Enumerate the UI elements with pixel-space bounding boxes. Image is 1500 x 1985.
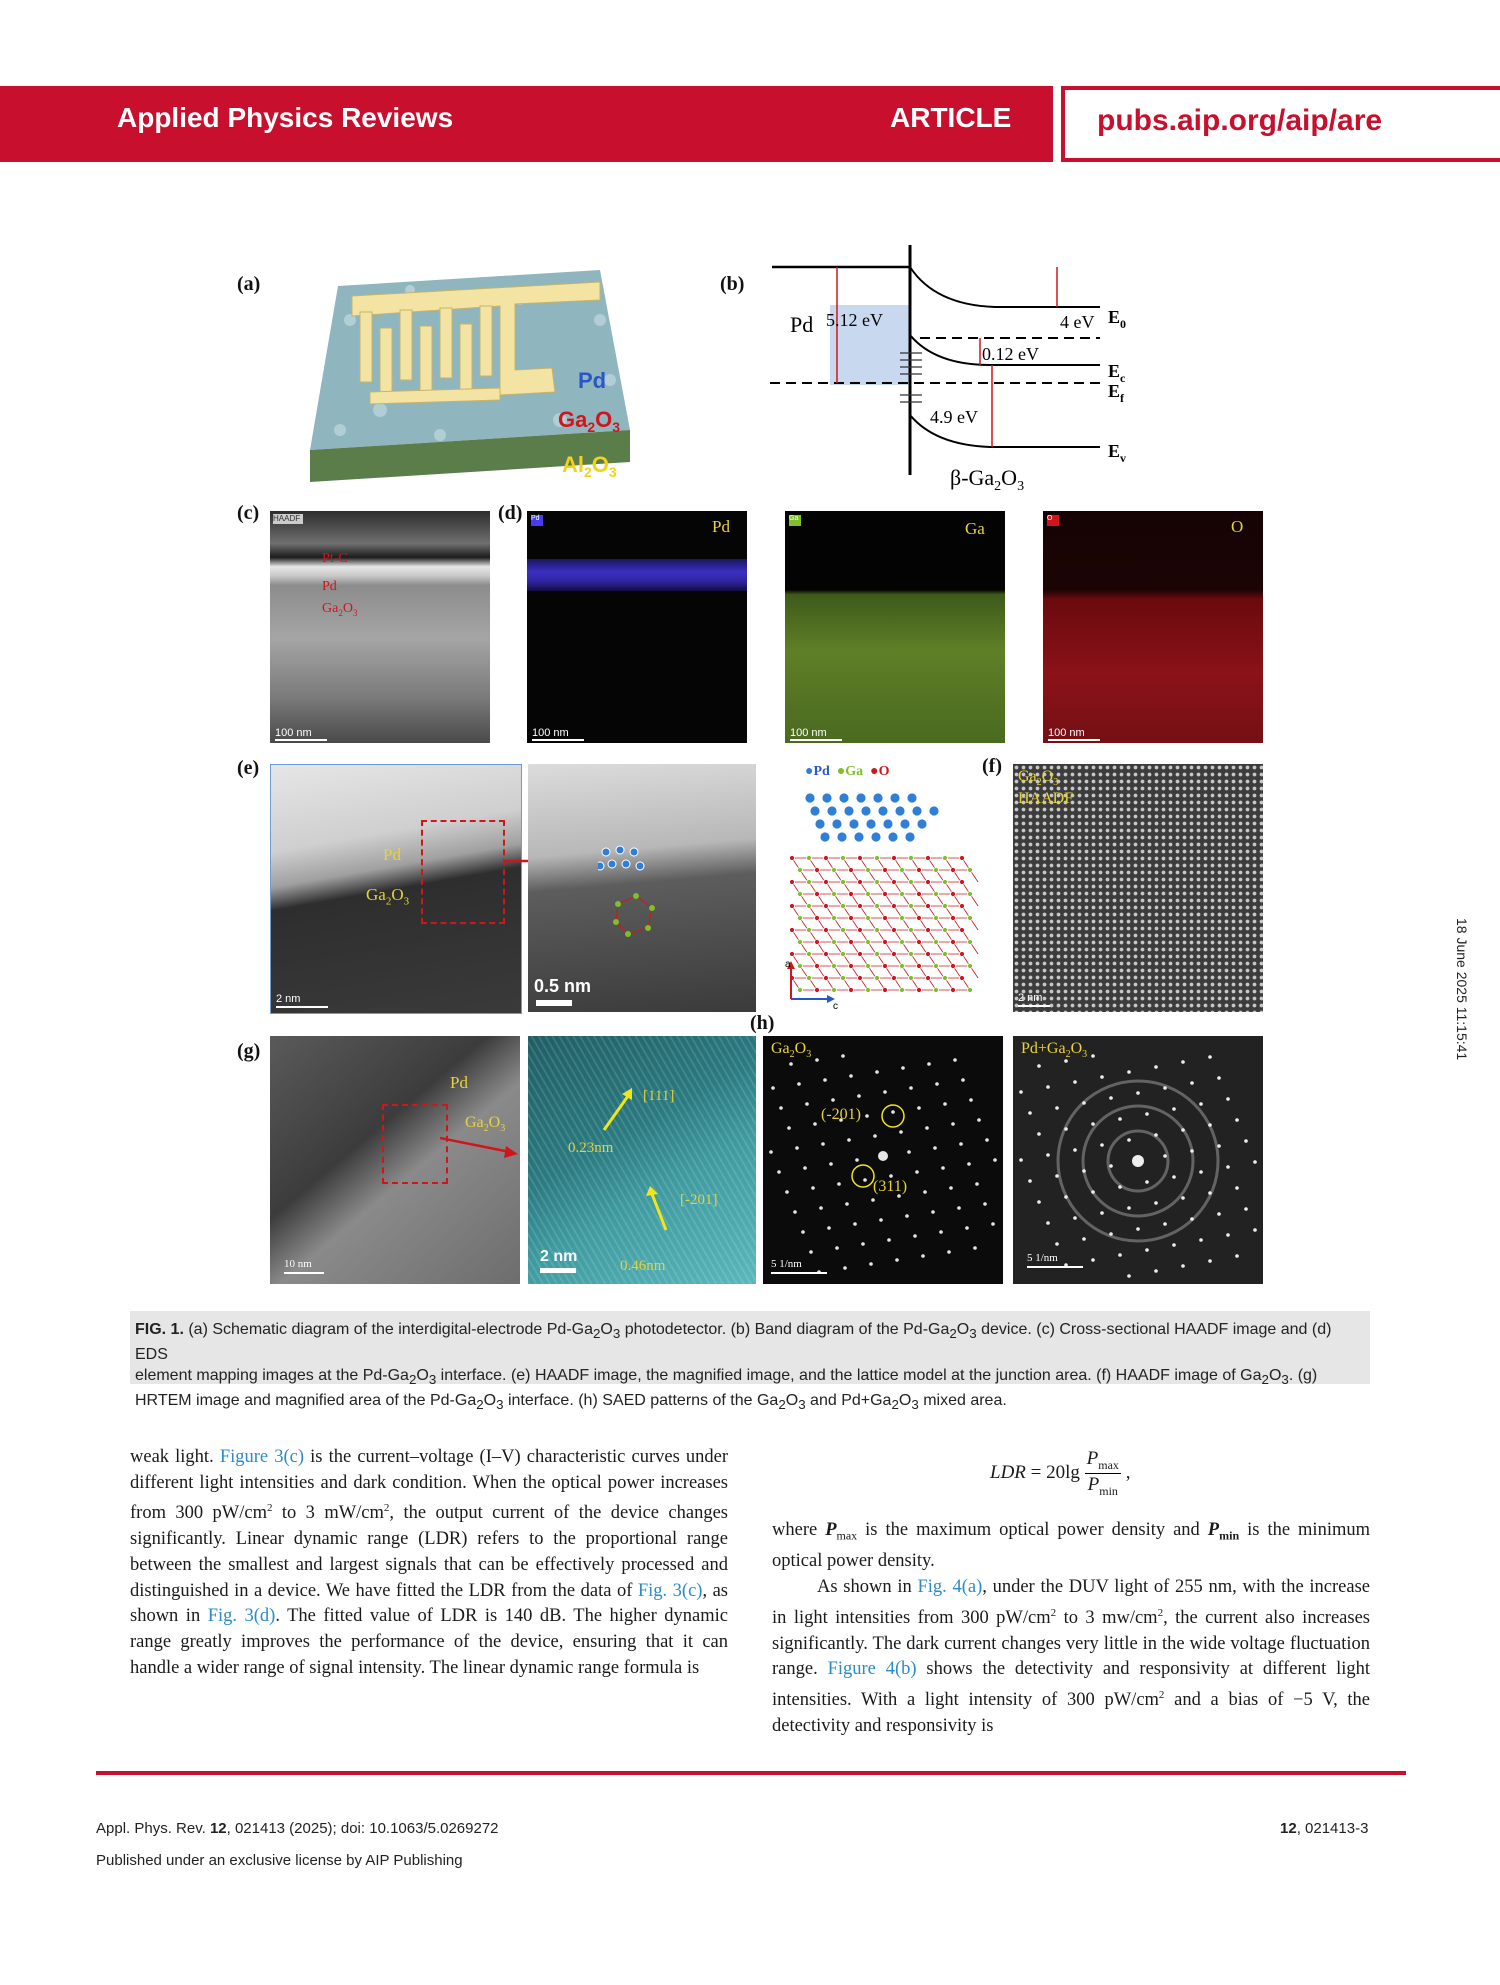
saed-pd-ga2o3: $Pd+Ga_2O_3$ 5 1/nm bbox=[1013, 1036, 1263, 1284]
lattice-legend: ●Pd ●Ga ●O bbox=[805, 764, 890, 779]
hrtem-magnified-image: [111] 0.23nm [-201] 0.46nm 2 nm bbox=[528, 1036, 756, 1284]
svg-text:Al2O3: $Al_2O_3$ bbox=[562, 452, 617, 480]
section-label: ARTICLE bbox=[890, 102, 1012, 133]
panel-label-c: (c) bbox=[237, 502, 260, 524]
figure-3c-link[interactable]: Figure 3(c) bbox=[219, 1447, 305, 1467]
haadf-ga2o3-image: $Ga_2O_3$ HAADF 2 nm bbox=[1013, 764, 1263, 1012]
svg-text:Ef: $E_f$ bbox=[1108, 381, 1125, 405]
schematic-pd-label: Pd bbox=[578, 368, 607, 393]
footer-citation: Appl. Phys. Rev. 12, 021413 (2025); doi: 10.1063/5.0269272 bbox=[96, 1820, 499, 1837]
eds-map-pd: Pd Pd 100 nm bbox=[527, 511, 747, 743]
download-timestamp: 18 June 2025 11:15:41 bbox=[1454, 918, 1470, 1061]
figure-caption: FIG. 1. (a) Schematic diagram of the interdigital-electrode $Pd-Ga_2O_3$ photodetector. (b) Band diagram of the $Pd-Ga_2O_3$ device. (c) Cross-sectional HAADF image and (d) EDS element mapping images at the $Pd-Ga_2O_3$ interface. (e) HAADF image, the magnified image, and the lattice model at the junction area. (f) HAADF image of $Ga_2O_3$. (g) HRTEM image and magnified area of the $Pd-Ga_2O_3$ interface. (h) SAED patterns of the $Ga_2O_3$ and $Pd+Ga_2O_3$ mixed area. bbox=[130, 1311, 1370, 1384]
eds-map-o: O O 100 nm bbox=[1043, 511, 1263, 743]
band-diagram bbox=[760, 245, 1140, 495]
zoom-region-box bbox=[421, 820, 505, 924]
ldr-equation: LDR = 20lg $P_{max}$ $P_{min}$ , bbox=[990, 1448, 1131, 1498]
fig-3d-link[interactable]: Fig. 3(d) bbox=[207, 1606, 276, 1627]
body-text-right: where $P_{max}$ is the maximum optical power density and $P_{min}$ is the minimum optical power density. As shown in Fig. 4(a), under the DUV light of 255 nm, with the increase in light intensities from 300 $pW/cm^2$ to 3 $mw/cm^2$, the current also increases significantly. The dark current changes very little in the wide voltage fluctuation range. Figure 4(b) shows the detectivity and responsivity at different light intensities. With a light intensity of 300 $pW/cm^2$ and a bias of −5 V, the detectivity and responsivity is bbox=[772, 1520, 1370, 1736]
svg-text:β-Ga2O3: $\beta-Ga_2O_3$ bbox=[950, 465, 1025, 494]
svg-text:5.12 eV: 5.12 eV bbox=[826, 310, 883, 330]
svg-text:4 eV: 4 eV bbox=[1060, 312, 1095, 332]
svg-text:Pd: Pd bbox=[790, 312, 814, 337]
body-text-left: weak light. Figure 3(c) is the current–voltage (I–V) characteristic curves under different light intensities and dark condition. When the optical power increases from 300 $pW/cm^2$ to 3 $mW/cm^2$, the output current of the device changes significantly. Linear dynamic range (LDR) refers to the proportional range between the smallest and largest signals that can be effectively processed and distinguished in a device. We have fitted the LDR from the data of Fig. 3(c), as shown in Fig. 3(d). The fitted value of LDR is 140 dB. The higher dynamic range greatly improves the performance of the device, ensuring that it can handle a wider range of signal intensity. The linear dynamic range formula is bbox=[130, 1447, 729, 1678]
fig-3c-link[interactable]: Fig. 3(c) bbox=[637, 1580, 703, 1601]
svg-text:0.12 eV: 0.12 eV bbox=[982, 344, 1039, 364]
journal-title: Applied Physics Reviews bbox=[117, 102, 454, 133]
panel-label-g: (g) bbox=[237, 1040, 261, 1062]
svg-text:Ga2O3: $Ga_2O_3$ bbox=[558, 407, 621, 435]
panel-label-h: (h) bbox=[750, 1012, 775, 1034]
footer-rule bbox=[96, 1771, 1406, 1775]
svg-text:Ev: $E_v$ bbox=[1108, 441, 1127, 465]
journal-header bbox=[0, 86, 1500, 162]
haadf-junction-image: Pd $Ga_2O_3$ 2 nm bbox=[270, 764, 522, 1014]
svg-text:a: a bbox=[785, 959, 791, 970]
haadf-magnified-image: 0.5 nm bbox=[528, 764, 756, 1012]
lattice-model bbox=[770, 764, 1000, 1014]
svg-text:Ec: $E_c$ bbox=[1108, 361, 1126, 385]
journal-url-link[interactable]: pubs.aip.org/aip/are bbox=[1097, 104, 1383, 137]
saed-ga2o3: $Ga_2O_3$ (-201) (311) 5 1/nm bbox=[763, 1036, 1003, 1284]
panel-label-e: (e) bbox=[237, 757, 260, 779]
panel-label-f: (f) bbox=[982, 755, 1002, 777]
hrtem-image: Pd $Ga_2O_3$ 10 nm bbox=[270, 1036, 520, 1284]
panel-label-a: (a) bbox=[237, 273, 261, 295]
crystal-axes bbox=[785, 959, 845, 1009]
haadf-cross-section-image: HAADF Pt-C Pd $Ga_2O_3$ 100 nm bbox=[270, 511, 490, 743]
eds-map-ga: Ga Ga 100 nm bbox=[785, 511, 1005, 743]
svg-text:c: c bbox=[833, 1001, 838, 1009]
hrtem-zoom-box bbox=[382, 1104, 448, 1184]
panel-label-d: (d) bbox=[498, 502, 523, 524]
footer-page-number: 12, 021413-3 bbox=[1280, 1820, 1369, 1837]
fig-4a-link[interactable]: Fig. 4(a) bbox=[917, 1577, 983, 1598]
footer-license: Published under an exclusive license by AIP Publishing bbox=[96, 1852, 463, 1869]
device-schematic bbox=[300, 260, 635, 482]
svg-text:4.9 eV: 4.9 eV bbox=[930, 407, 978, 427]
figure-4b-link[interactable]: Figure 4(b) bbox=[827, 1659, 917, 1680]
panel-label-b: (b) bbox=[720, 273, 745, 295]
svg-text:E0: $E_0$ bbox=[1108, 307, 1127, 331]
